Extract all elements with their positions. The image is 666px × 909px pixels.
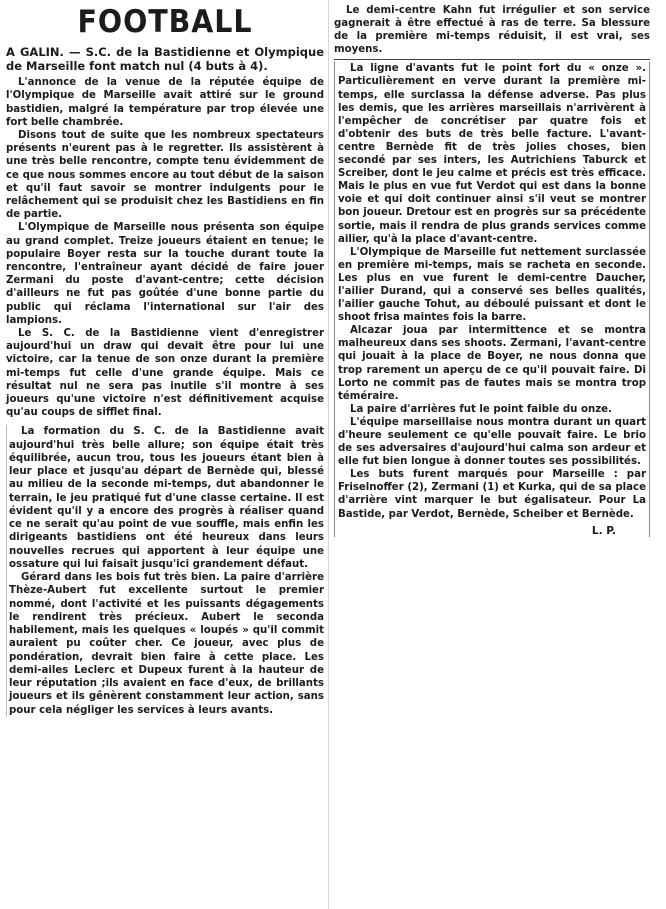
article-headline: FOOTBALL — [77, 4, 253, 40]
article-subhead: A GALIN. — S.C. de la Bastidienne et Olympique de Marseille font match nul (4 buts à 4). — [6, 45, 324, 73]
article-paragraph: Disons tout de suite que les nombreux spectateurs présents n'eurent pas à le regretter. Ils assistèrent à une très belle rencontre, compte tenu évidemment de ce que nous sommes encore au tout début de la saison et qu'il faut savoir se montrer indulgents pour le relâchement qui se produisit chez les Bastidiens en fin de partie. — [6, 130, 324, 221]
article-paragraph: La formation du S. C. de la Bastidienne avait aujourd'hui très belle allure; son équipe était très équilibrée, aucun trou, tous les joueurs étant bien à leur place et jusqu'au départ de Bernède qui, blessé au milieu de la seconde mi-temps, dut abandonner le terrain, le jeu pratiqué fut d'une classe certaine. Il est évident qu'il y a encore des progrès à réaliser quand ce ne serait qu'au point de vue souffle, mais enfin les dirigeants bastidiens ont été heureux dans leurs nouvelles recrues qui apportent à leur équipe une ossature qui lui faisait jusqu'ici grandement défaut. — [9, 426, 324, 570]
article-paragraph: L'Olympique de Marseille nous présenta son équipe au grand complet. Treize joueurs étaient en tenue; le populaire Boyer resta sur la touche durant toute la rencontre, l'entraîneur ayant décidé de faire jouer Zermani du poste d'avant-centre; cette décision d'ailleurs ne fut pas goûtée d'une bonne partie du public qui réclama l'international sur l'air des lampions. — [6, 222, 324, 326]
article-paragraph: La paire d'arrières fut le point faible du onze. — [350, 403, 612, 415]
left-block-1 — [6, 76, 324, 419]
column-divider — [328, 0, 329, 909]
article-paragraph: Gérard dans les bois fut très bien. La paire d'arrière Thèze-Aubert fut excellente surtout le premier nommé, dont l'activité et les puissants dégagements le rendirent très précieux. Aubert le seconda habilement, mais les quelques « loupés » qu'il commit auraient pu coûter cher. Ce joueur, avec plus de pondération, devrait bien faire à cette place. Les demi-ailes Leclerc et Dupeux furent à la hauteur de leur réputation ;ils avaient en face d'eux, de brillants joueurs et ils gênèrent constamment leur action, sans pour cela négliger les services à leurs avants. — [9, 572, 324, 716]
article-paragraph: La ligne d'avants fut le point fort du « onze ». Particulièrement en verve durant la première mi-temps, elle surclassa la défense adverse. Pas plus les demis, que les arrières marseillais n'arrivèrent à l'empêcher de concrétiser par quatre fois et d'obtenir des buts de très belle facture. L'avant-centre Bernède fit de très jolies choses, bien secondé par ses inters, les Autrichiens Taburck et Screiber, dont le jeu calme et précis est très efficace. Mais le plus en vue fut Verdot qui est dans la bonne voie et qui doit continuer ainsi s'il veut se montrer bon joueur. Dretour est en progrès sur sa précédente sortie, mais il rendra de plus grands services comme ailier, qu'à la place d'avant-centre. — [338, 63, 646, 245]
article-paragraph: L'annonce de la venue de la réputée équipe de l'Olympique de Marseille avait attiré sur le ground bastidien, malgré la température par trop élevée une fort belle chambrée. — [6, 77, 324, 128]
left-column — [6, 4, 324, 717]
article-paragraph: Les buts furent marqués pour Marseille : par Friselnoffer (2), Zermani (1) et Kurka, qui de sa place d'arrière vint marquer le but égalisateur. Pour La Bastide, par Verdot, Bernède, Scheiber et Bernède. — [338, 469, 646, 520]
right-block-main — [334, 62, 650, 536]
right-column — [334, 4, 650, 537]
article-paragraph: Le S. C. de la Bastidienne vient d'enregistrer aujourd'hui un draw qui devait être pour lui une victoire, car la tenue de son onze durant la première mi-temps fut celle d'une grande équipe. Mais ce résultat nul ne sera pas inutile s'il montre à ses joueurs qu'une victoire n'est définitivement acquise qu'au coups de sifflet final. — [6, 328, 324, 419]
author-signature: L. P. — [591, 524, 616, 537]
article-paragraph: L'équipe marseillaise nous montra durant un quart d'heure seulement ce qu'elle pouvait faire. Le brio de ses adversaires d'aujourd'hui calma son ardeur et elle fut bien longue à donner toutes ses possibilités. — [338, 416, 646, 468]
article-paragraph: Le demi-centre Kahn fut irrégulier et son service gagnerait à être effectué à ras de terre. Sa blessure de la première mi-temps réduisit, il est vrai, ses moyens. — [334, 5, 650, 56]
article-paragraph: L'Olympique de Marseille fut nettement surclassée en première mi-temps, mais se racheta en seconde. Les plus en vue furent le demi-centre Daucher, l'ailier Durand, qui a conservé ses belles qualités, l'ailier gauche Tohut, au déboulé puissant et dont le shoot frisa maintes fois la barre. — [338, 246, 646, 324]
right-block-top — [334, 4, 650, 60]
article-paragraph: Alcazar joua par intermittence et se montra malheureux dans ses shoots. Zermani, l'avant-centre qui jouait à la place de Boyer, ne nous donna que trop rarement un aperçu de ce qu'il pouvait faire. Di Lorto ne commit pas de fautes mais se montra trop téméraire. — [338, 325, 646, 402]
left-block-2 — [6, 425, 324, 717]
